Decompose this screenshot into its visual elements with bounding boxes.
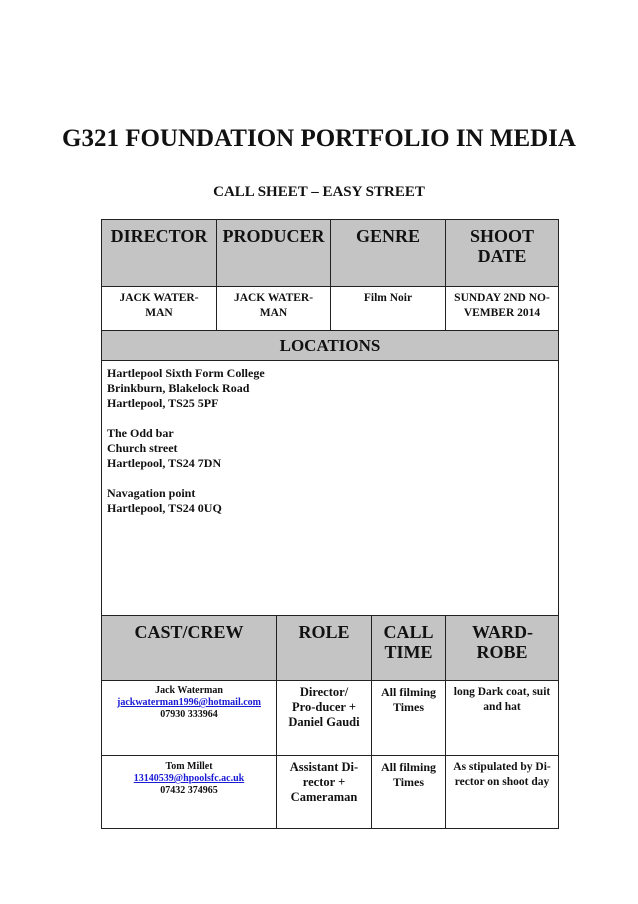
crew-row-2-role: Assistant Di-rector + Cameraman [276,755,372,829]
value-shoot-date: SUNDAY 2ND NO-VEMBER 2014 [445,286,559,331]
crew-phone: 07432 374965 [160,785,218,796]
header-role: ROLE [276,615,372,681]
location-2: The Odd bar Church street Hartlepool, TS24 7DN [107,426,222,470]
crew-name: Tom Millet [165,761,213,772]
location-1: Hartlepool Sixth Form College Brinkburn, Blakelock Road Hartlepool, TS25 5PF [107,366,265,410]
crew-row-1-role: Director/ Pro-ducer + Daniel Gaudi [276,680,372,756]
header-wardrobe: WARD-ROBE [445,615,559,681]
crew-row-2-contact [101,755,277,829]
crew-row-1-call: All filming Times [371,680,446,756]
document-subtitle: CALL SHEET – EASY STREET [213,184,425,200]
header-producer: PRODUCER [216,219,331,287]
value-director: JACK WATER-MAN [101,286,217,331]
location-3: Navagation point Hartlepool, TS24 0UQ [107,486,222,515]
crew-row-1-wardrobe: long Dark coat, suit and hat [445,680,559,756]
header-genre: GENRE [330,219,446,287]
header-shoot-date: SHOOT DATE [445,219,559,287]
crew-email-link[interactable]: 13140539@hpoolsfc.ac.uk [133,773,245,784]
crew-email-link[interactable]: jackwaterman1996@hotmail.com [117,697,261,708]
locations-heading: LOCATIONS [101,330,559,361]
header-call-time: CALL TIME [371,615,446,681]
value-producer: JACK WATER-MAN [216,286,331,331]
crew-name: Jack Waterman [155,685,223,696]
crew-row-2-wardrobe: As stipulated by Di-rector on shoot day [445,755,559,829]
header-director: DIRECTOR [101,219,217,287]
document-title: G321 FOUNDATION PORTFOLIO IN MEDIA [62,125,576,152]
locations-list [107,366,265,531]
value-genre: Film Noir [330,286,446,331]
crew-phone: 07930 333964 [160,709,218,720]
crew-row-2-call: All filming Times [371,755,446,829]
header-cast-crew: CAST/CREW [101,615,277,681]
crew-row-1-contact [101,680,277,756]
